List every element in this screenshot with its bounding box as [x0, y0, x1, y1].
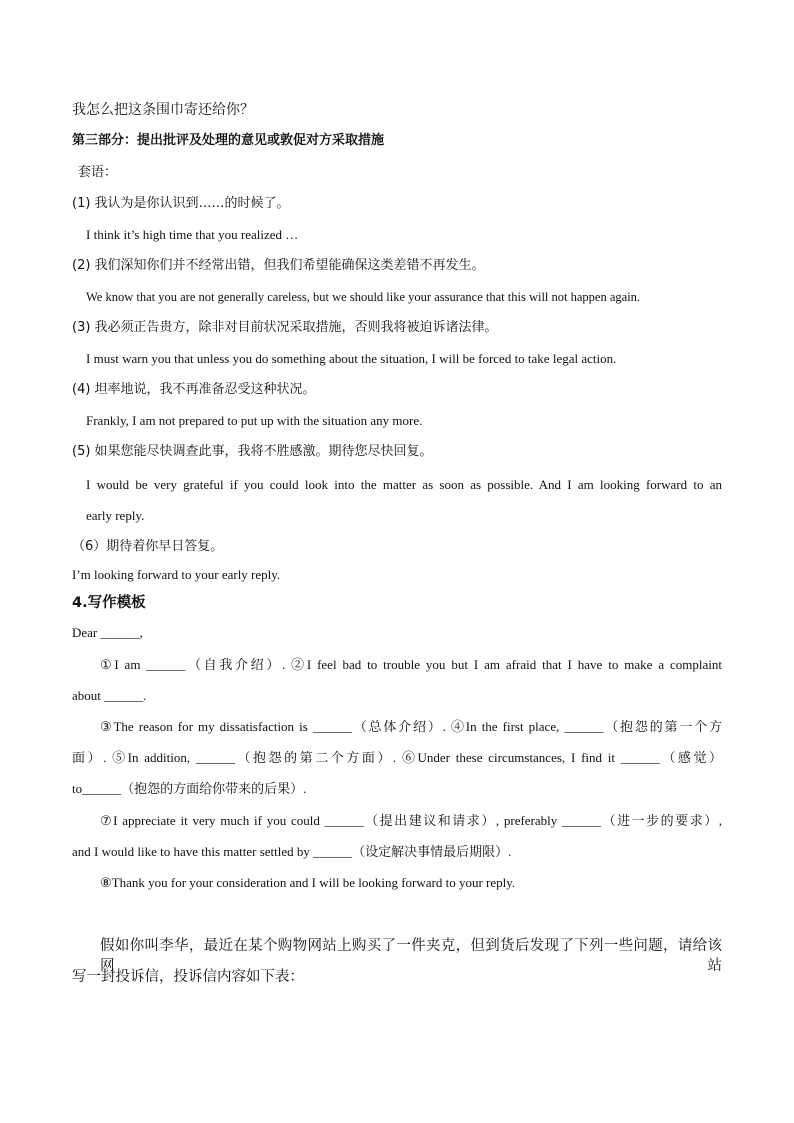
- template-s1-line2: about ______.: [72, 688, 147, 703]
- template-s1-line1: ①I am ______（自我介绍）. ②I feel bad to trouble you but I am afraid that I have to make a complaint: [100, 657, 722, 672]
- task-line1: 假如你叫李华，最近在某个购物网站上购买了一件夹克，但到货后发现了下列一些问题，请给该网站: [100, 938, 722, 974]
- template-greeting: Dear ______,: [72, 625, 143, 640]
- task-line2: 写一封投诉信，投诉信内容如下表：: [72, 969, 304, 985]
- phrase-4-en: Frankly, I am not prepared to put up with the situation any more.: [86, 413, 423, 428]
- template-s3-line1: ⑦I appreciate it very much if you could ______（提出建议和请求）, preferably ______（进一步的要求）,: [100, 813, 722, 828]
- section-title: 第三部分：提出批评及处理的意见或敦促对方采取措施: [72, 133, 385, 148]
- phrase-4-cn: (4) 坦率地说，我不再准备忍受这种状况。: [72, 382, 316, 397]
- template-s3-line2: and I would like to have this matter settled by ______（设定解决事情最后期限）.: [72, 844, 512, 859]
- phrase-1-en: I think it’s high time that you realized …: [86, 227, 299, 242]
- phrase-6-en: I’m looking forward to your early reply.: [72, 567, 281, 582]
- set-phrases-label: 套语：: [78, 165, 118, 180]
- template-title: 4.写作模板: [72, 595, 146, 611]
- template-s2-line1: ③The reason for my dissatisfaction is ______（总体介绍）. ④In the first place, ______（抱怨的第一个方: [100, 719, 722, 734]
- phrase-5-en-line2: early reply.: [86, 508, 145, 523]
- phrase-1-cn: (1) 我认为是你认识到……的时候了。: [72, 196, 290, 211]
- intro-question: 我怎么把这条围巾寄还给你？: [72, 102, 254, 118]
- template-s4: ⑧Thank you for your consideration and I will be looking forward to your reply.: [100, 875, 516, 890]
- phrase-6-cn: （6）期待着你早日答复。: [72, 539, 224, 554]
- template-s2-line3: to______（抱怨的方面给你带来的后果）.: [72, 781, 307, 796]
- phrase-5-en-line1: I would be very grateful if you could look into the matter as soon as possible. And I am looking forward to an: [86, 477, 722, 492]
- phrase-5-cn: (5) 如果您能尽快调查此事，我将不胜感激。期待您尽快回复。: [72, 444, 433, 459]
- phrase-3-en: I must warn you that unless you do something about the situation, I will be forced to take legal action.: [86, 351, 617, 366]
- phrase-2-en: We know that you are not generally careless, but we should like your assurance that this will not happen again.: [86, 290, 641, 304]
- phrase-2-cn: (2) 我们深知你们并不经常出错，但我们希望能确保这类差错不再发生。: [72, 258, 485, 273]
- template-s2-line2: 面）. ⑤In addition, ______（抱怨的第二个方面）. ⑥Under these circumstances, I find it ______（感觉）: [72, 750, 722, 765]
- phrase-3-cn: (3) 我必须正告贵方，除非对目前状况采取措施，否则我将被迫诉诸法律。: [72, 320, 498, 335]
